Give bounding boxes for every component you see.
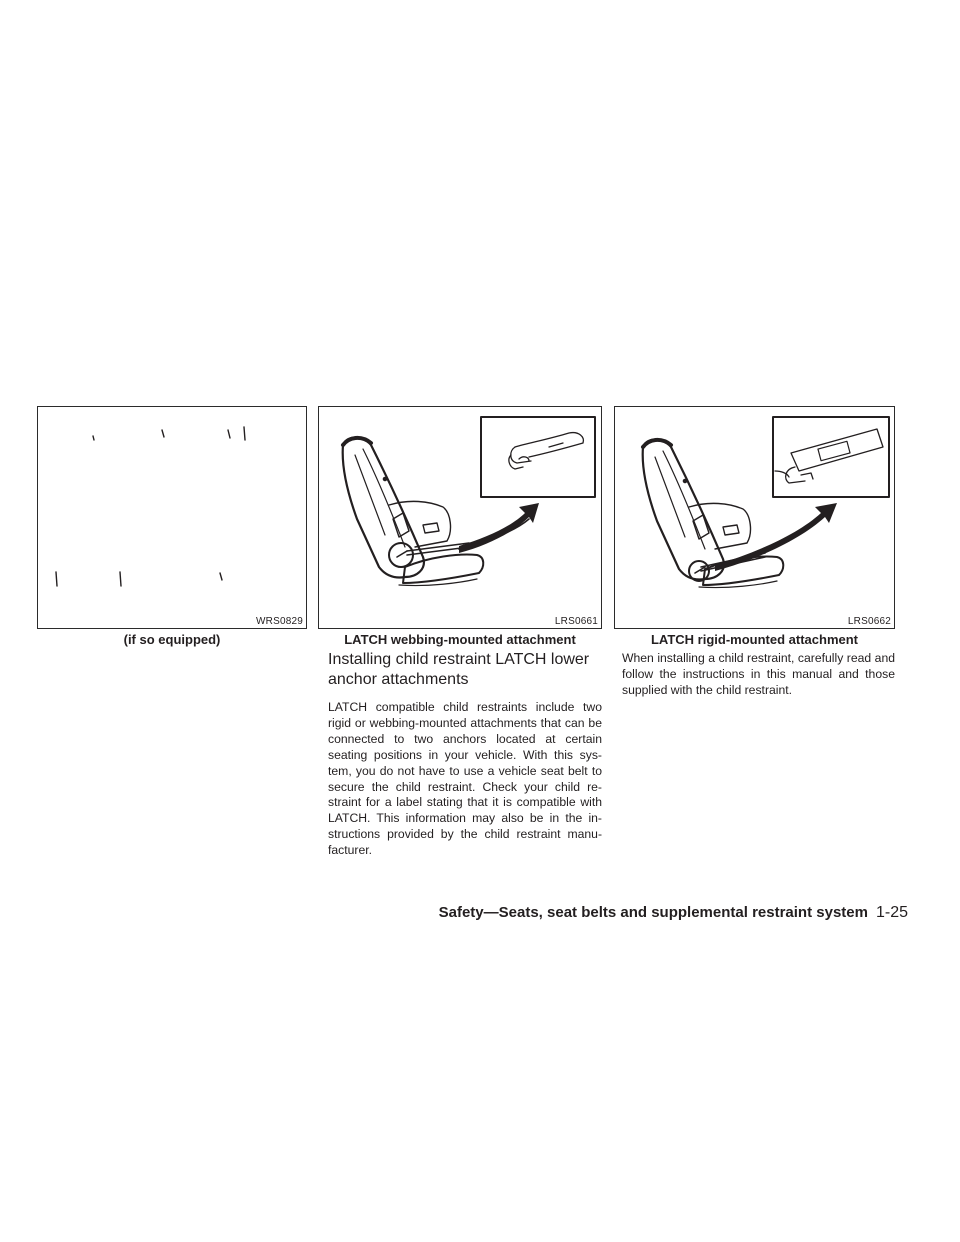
- body-paragraph: LATCH compatible child restraints include two rigid or webbing-mounted attachments that can be connected to two anchors located at certain seating positions in your vehicle. With this sys-tem, you do not have to use a vehicle seat belt to secure the child restraint. Check your child re-straint for a label stating that it is compatible with LATCH. This information may also be in the in-structions provided by the child restraint manu-facturer.: [328, 700, 602, 858]
- figure-code: WRS0829: [256, 616, 303, 627]
- wrs0829-illustration: [38, 407, 308, 630]
- figure-caption: LATCH webbing-mounted attachment: [344, 632, 576, 647]
- body-paragraph: When installing a child restraint, carefully read and follow the instructions in this manual and those supplied with the child restraint.: [622, 651, 895, 697]
- page-number: 1-25: [875, 904, 908, 921]
- footer-title: Safety—Seats, seat belts and supplemental restraint system: [438, 904, 868, 921]
- figure-code: LRS0662: [847, 616, 891, 627]
- figure-lrs0661: [318, 406, 602, 629]
- section-heading: Installing child restraint LATCH lower anchor attachments: [328, 651, 590, 688]
- figure-lrs0662: [614, 406, 895, 629]
- lrs0662-illustration: [615, 407, 896, 630]
- page-footer: [439, 904, 908, 922]
- lrs0661-illustration: [319, 407, 603, 630]
- figure-caption: LATCH rigid-mounted attachment: [650, 632, 859, 647]
- figure-code: LRS0661: [554, 616, 598, 627]
- figure-wrs0829: [37, 406, 307, 629]
- figure-caption: (if so equipped): [123, 632, 221, 647]
